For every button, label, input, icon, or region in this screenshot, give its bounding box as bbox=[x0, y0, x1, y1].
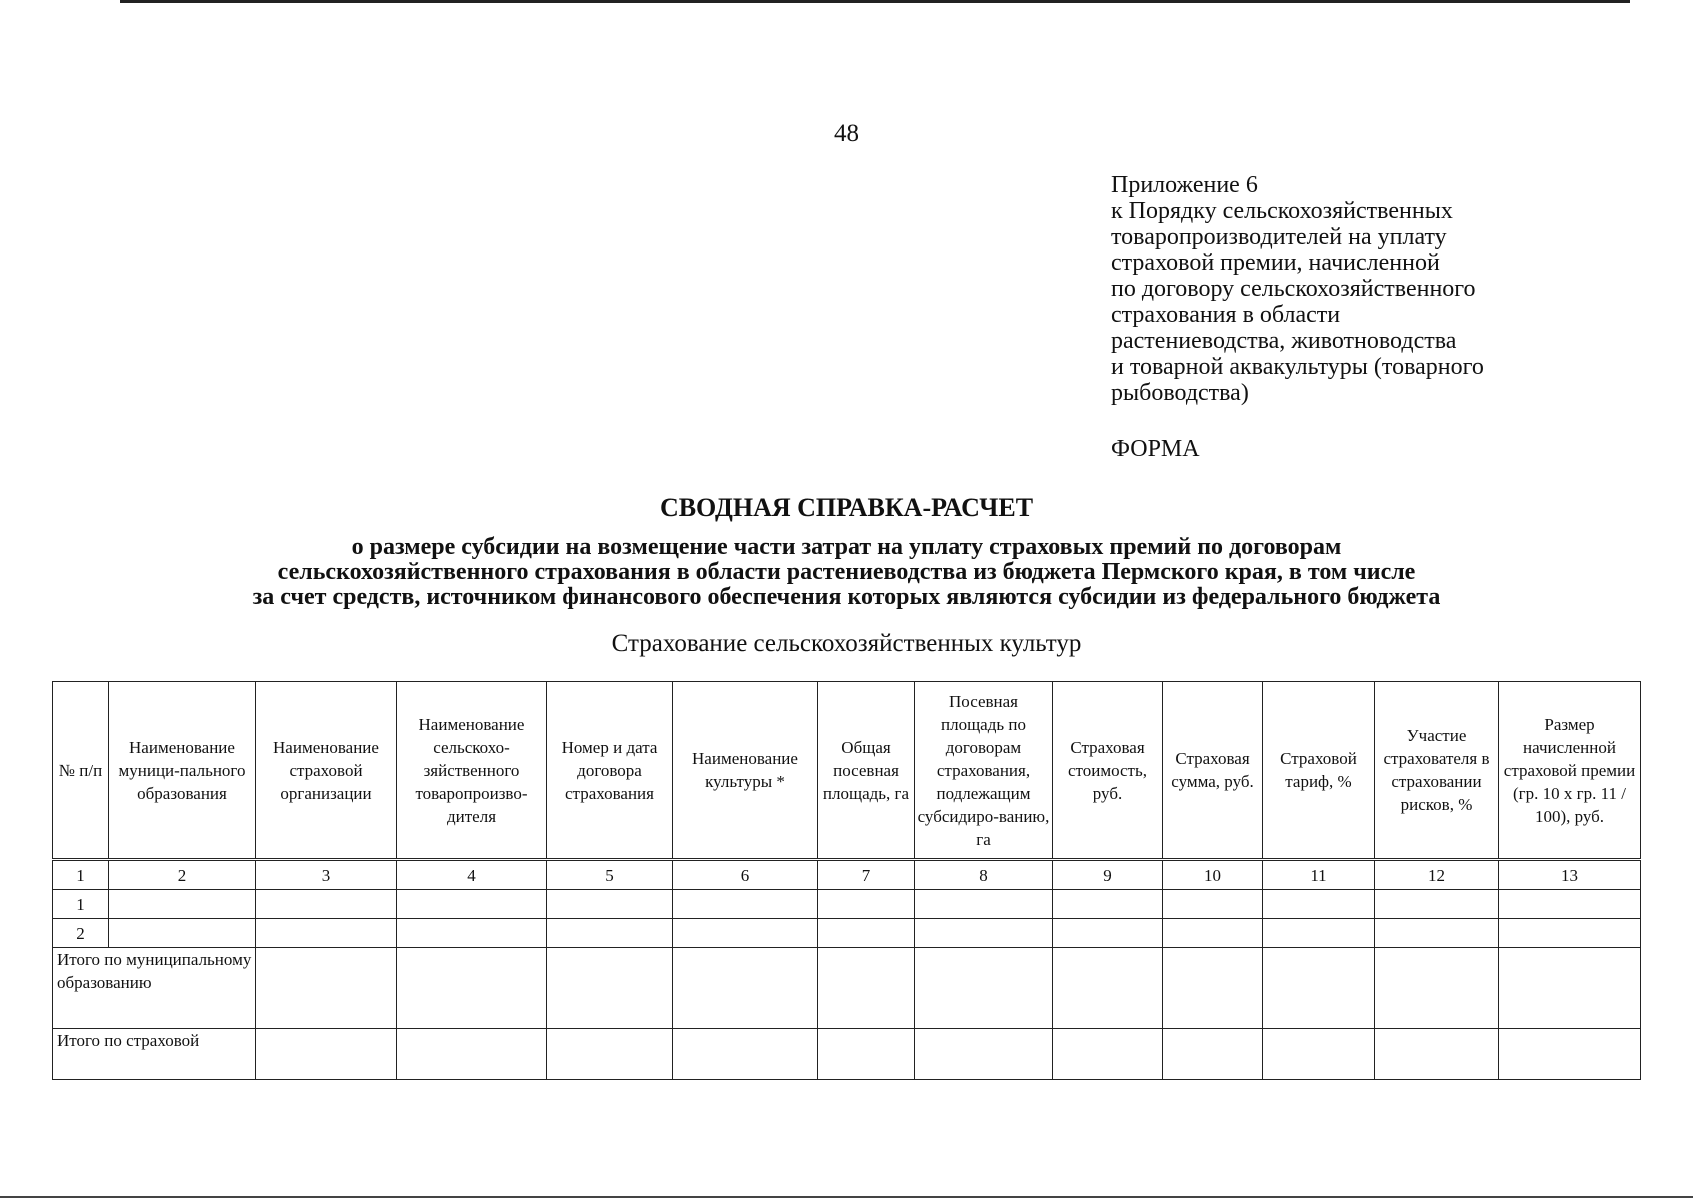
header-cell: Участие страхователя в страховании рисков, % bbox=[1375, 682, 1499, 860]
table-cell bbox=[1053, 948, 1163, 1029]
table-cell bbox=[818, 1029, 915, 1080]
column-number: 2 bbox=[109, 860, 256, 890]
table-cell bbox=[818, 919, 915, 948]
appendix-line: и товарной аквакультуры (товарного bbox=[1111, 354, 1484, 380]
header-row bbox=[53, 682, 1641, 860]
appendix-line: растениеводства, животноводства bbox=[1111, 328, 1457, 354]
total-insurer-label: Итого по страховой bbox=[53, 1029, 256, 1080]
table-cell bbox=[1263, 1029, 1375, 1080]
appendix-line: к Порядку сельскохозяйственных bbox=[1111, 198, 1453, 224]
table-row bbox=[53, 890, 1641, 919]
table-cell bbox=[673, 948, 818, 1029]
appendix-line: товаропроизводителей на уплату bbox=[1111, 224, 1447, 250]
table-cell bbox=[818, 890, 915, 919]
table-cell bbox=[1375, 1029, 1499, 1080]
table-cell bbox=[109, 890, 256, 919]
header-cell: Страховая сумма, руб. bbox=[1163, 682, 1263, 860]
table-cell bbox=[1053, 1029, 1163, 1080]
table-cell bbox=[1163, 890, 1263, 919]
table-cell bbox=[547, 1029, 673, 1080]
table-cell bbox=[1163, 948, 1263, 1029]
column-number: 8 bbox=[915, 860, 1053, 890]
column-number: 10 bbox=[1163, 860, 1263, 890]
table-cell bbox=[397, 890, 547, 919]
table-cell bbox=[1053, 890, 1163, 919]
header-cell: Наименование культуры * bbox=[673, 682, 818, 860]
column-number: 11 bbox=[1263, 860, 1375, 890]
table-cell bbox=[1163, 1029, 1263, 1080]
table-cell bbox=[915, 890, 1053, 919]
table-cell bbox=[1375, 890, 1499, 919]
column-number: 9 bbox=[1053, 860, 1163, 890]
header-cell: Посевная площадь по договорам страхования, подлежащим субсидиро-ванию, га bbox=[915, 682, 1053, 860]
appendix-note bbox=[1111, 172, 1671, 406]
row-number: 2 bbox=[53, 919, 109, 948]
table-cell bbox=[256, 919, 397, 948]
header-cell: Номер и дата договора страхования bbox=[547, 682, 673, 860]
table-cell bbox=[673, 1029, 818, 1080]
column-number: 13 bbox=[1499, 860, 1641, 890]
subtitle-line: сельскохозяйственного страхования в области растениеводства из бюджета Пермского края, в том числе bbox=[277, 559, 1416, 585]
table-cell bbox=[673, 919, 818, 948]
column-number: 12 bbox=[1375, 860, 1499, 890]
table-cell bbox=[256, 890, 397, 919]
header-cell: № п/п bbox=[53, 682, 109, 860]
document-subtitle bbox=[0, 535, 1693, 610]
section-title: Страхование сельскохозяйственных культур bbox=[611, 630, 1082, 657]
appendix-line: рыбоводства) bbox=[1111, 380, 1249, 406]
table-cell bbox=[1499, 890, 1641, 919]
appendix-line: по договору сельскохозяйственного bbox=[1111, 276, 1476, 302]
table-cell bbox=[673, 890, 818, 919]
table-cell bbox=[109, 919, 256, 948]
header-cell: Размер начисленной страховой премии (гр. 10 x гр. 11 / 100), руб. bbox=[1499, 682, 1641, 860]
row-number: 1 bbox=[53, 890, 109, 919]
bottom-border-line bbox=[0, 1196, 1693, 1198]
column-number-row bbox=[53, 860, 1641, 890]
column-number: 1 bbox=[53, 860, 109, 890]
table-cell bbox=[1263, 948, 1375, 1029]
header-cell: Общая посевная площадь, га bbox=[818, 682, 915, 860]
header-cell: Наименование муници-пального образования bbox=[109, 682, 256, 860]
subtitle-line: о размере субсидии на возмещение части затрат на уплату страховых премий по договорам bbox=[351, 534, 1342, 560]
appendix-line: Приложение 6 bbox=[1111, 172, 1258, 198]
table-cell bbox=[1375, 948, 1499, 1029]
calculation-table bbox=[52, 681, 1641, 1080]
header-cell: Наименование страховой организации bbox=[256, 682, 397, 860]
table-cell bbox=[256, 948, 397, 1029]
table-cell bbox=[397, 1029, 547, 1080]
header-cell: Страховой тариф, % bbox=[1263, 682, 1375, 860]
total-municipal-row bbox=[53, 948, 1641, 1029]
table-cell bbox=[1499, 948, 1641, 1029]
column-number: 6 bbox=[673, 860, 818, 890]
table-cell bbox=[1263, 919, 1375, 948]
table-cell bbox=[915, 919, 1053, 948]
form-label: ФОРМА bbox=[1111, 436, 1200, 462]
table-cell bbox=[1053, 919, 1163, 948]
appendix-line: страховой премии, начисленной bbox=[1111, 250, 1440, 276]
table-cell bbox=[1375, 919, 1499, 948]
document-title: СВОДНАЯ СПРАВКА-РАСЧЕТ bbox=[659, 493, 1034, 522]
table-cell bbox=[397, 919, 547, 948]
total-municipal-label: Итого по муниципальному образованию bbox=[53, 948, 256, 1029]
table-cell bbox=[547, 890, 673, 919]
table-cell bbox=[1499, 1029, 1641, 1080]
table-cell bbox=[1499, 919, 1641, 948]
table-cell bbox=[915, 1029, 1053, 1080]
top-border-line bbox=[120, 0, 1630, 3]
table-cell bbox=[256, 1029, 397, 1080]
table-cell bbox=[1263, 890, 1375, 919]
header-cell: Страховая стоимость, руб. bbox=[1053, 682, 1163, 860]
table-cell bbox=[547, 948, 673, 1029]
table-cell bbox=[397, 948, 547, 1029]
subtitle-line: за счет средств, источником финансового обеспечения которых являются субсидии из федерального бюджета bbox=[252, 584, 1441, 610]
table-cell bbox=[818, 948, 915, 1029]
appendix-line: страхования в области bbox=[1111, 302, 1341, 328]
header-cell: Наименование сельскохо-зяйственного товаропроизво-дителя bbox=[397, 682, 547, 860]
column-number: 7 bbox=[818, 860, 915, 890]
table-row bbox=[53, 919, 1641, 948]
page-number: 48 bbox=[834, 120, 859, 147]
column-number: 3 bbox=[256, 860, 397, 890]
total-insurer-row bbox=[53, 1029, 1641, 1080]
column-number: 4 bbox=[397, 860, 547, 890]
table-cell bbox=[1163, 919, 1263, 948]
column-number: 5 bbox=[547, 860, 673, 890]
table-cell bbox=[547, 919, 673, 948]
table-cell bbox=[915, 948, 1053, 1029]
